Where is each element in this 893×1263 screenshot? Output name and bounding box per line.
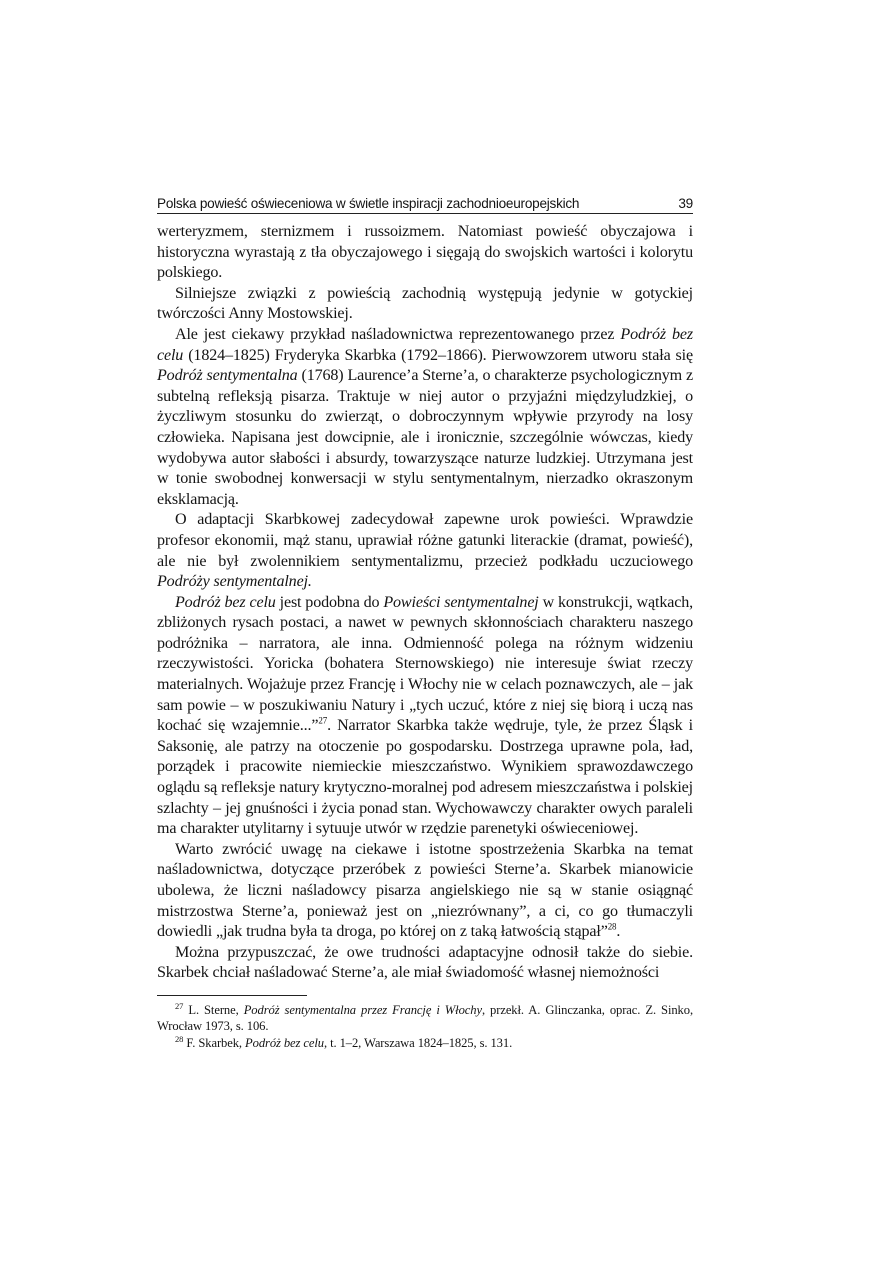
main-text: [157, 222, 693, 984]
footnote-ref-27: 27: [318, 715, 328, 726]
text-run: .: [616, 923, 621, 941]
italic-title: Podróż bez celu: [175, 593, 276, 611]
running-title: Polska powieść oświeceniowa w świetle inspiracji zachodnioeuropejskich: [157, 196, 580, 211]
text-run: O adaptacji Skarbkowej zadecydował zapewne urok powieści. Wprawdzie profesor ekonomii, mąż stanu, uprawiał różne gatunki literackie (dramat, powieść), ale nie był zwolennikiem sentymentalizmu, przecież podkładu uczuciowego: [157, 511, 693, 570]
footnote-divider: [157, 995, 307, 996]
running-head: [157, 196, 693, 214]
italic-title: Podróż sentymentalna: [157, 367, 298, 385]
italic-title: Powieści sentymentalnej: [383, 593, 539, 611]
paragraph-1-text: werteryzmem, sternizmem i russoizmem. Natomiast powieść obyczajowa i historyczna wyrastają z tła obyczajowego i sięgają do swojskich wartości i kolorytu polskiego.: [157, 223, 693, 282]
text-run: w konstrukcji, wątkach, zbliżonych rysach postaci, a nawet w pewnych skłonnościach charakteru naszego podróżnika – narratora, ale inna. Odmienność polega na różnym widzeniu rzeczywistości. Yoricka (bohatera Sternowskiego) nie interesuje świat rzeczy materialnych. Wojażuje przez Francję i Włochy nie w celach poznawczych, ale – jak sam powie – w poszukiwaniu Natury i „tych uczuć, które z niej się biorą i uczą nas kochać się wzajemnie...”: [157, 593, 693, 735]
text-run: jest podobna do: [275, 593, 384, 611]
paragraph-2: [157, 284, 693, 325]
footnote-ref-28: 28: [607, 921, 617, 932]
paragraph-4: [157, 510, 693, 592]
italic-title: Podróż sentymentalna przez Francję i Włochy: [243, 1002, 482, 1017]
footnote-27: [157, 1002, 693, 1035]
paragraph-6: [157, 840, 693, 943]
text-run: , przekł. A. Glinczanka, oprac. Z. Sinko, Wrocław 1973, s. 106.: [157, 1002, 693, 1034]
page-number: 39: [678, 196, 693, 211]
footnote-28: [157, 1035, 693, 1052]
italic-title: Podróży sentymentalnej.: [157, 573, 312, 591]
paragraph-7-text: Można przypuszczać, że owe trudności adaptacyjne odnosił także do siebie. Skarbek chciał naśladować Sterne’a, ale miał świadomość własnej niemożności: [157, 943, 693, 982]
paragraph-7: [157, 943, 693, 984]
footnote-number: 27: [175, 1000, 184, 1011]
text-run: Ale jest ciekawy przykład naśladownictwa reprezentowanego przez: [175, 325, 621, 343]
footnotes: [157, 1002, 693, 1052]
text-run: (1824–1825) Fryderyka Skarbka (1792–1866). Pierwowzorem utworu stała się: [183, 346, 693, 364]
footnote-number: 28: [175, 1033, 184, 1044]
italic-title: Podróż bez celu: [157, 325, 693, 364]
paragraph-3: [157, 325, 693, 510]
text-run: Warto zwrócić uwagę na ciekawe i istotne spostrzeżenia Skarbka na temat naśladownictwa, dotyczące przeróbek z powieści Sterne’a. Skarbek mianowicie ubolewa, że liczni naśladowcy pisarza angielskiego nie są w stanie osiągnąć mistrzostwa Sterne’a, ponieważ jest on „niezrównany”, a ci, co go tłumaczyli dowiedli „jak trudna była ta droga, po której on z taką łatwością stąpał”: [157, 840, 693, 941]
book-page: [157, 196, 693, 1051]
text-run: F. Skarbek,: [183, 1035, 246, 1050]
paragraph-1: [157, 222, 693, 284]
paragraph-5: [157, 593, 693, 840]
paragraph-2-text: Silniejsze związki z powieścią zachodnią występują jedynie w gotyckiej twórczości Anny Mostowskiej.: [157, 284, 693, 323]
text-run: . Narrator Skarbka także wędruje, tyle, że przez Śląsk i Saksonię, ale patrzy na otoczenie po gospodarsku. Dostrzega uprawne pola, ład, porządek i pracowite niemieckie mieszczaństwo. Wynikiem sprawozdawczego oglądu są refleksje natury krytyczno-moralnej pod adresem mieszczaństwa i polskiej szlachty – jej gnuśności i życia ponad stan. Wychowawczy charakter owych paraleli ma charakter utylitarny i sytuuje utwór w rzędzie parenetyki oświeceniowej.: [157, 717, 693, 838]
text-run: , t. 1–2, Warszawa 1824–1825, s. 131.: [323, 1035, 513, 1050]
text-run: (1768) Laurence’a Sterne’a, o charakterze psychologicznym z subtelną refleksją pisarza. Traktuje w niej autor o przyjaźni międzyludzkiej, o życzliwym stosunku do zwierząt, o dobroczynnym wpływie przyrody na losy człowieka. Napisana jest dowcipnie, ale i ironicznie, szczególnie wówczas, kiedy wydobywa autor słabości i absurdy, towarzyszące naturze ludzkiej. Utrzymana jest w tonie swobodnej konwersacji w stylu sentymentalnym, nierzadko okraszonym eksklamacją.: [157, 367, 693, 508]
italic-title: Podróż bez celu: [245, 1035, 324, 1050]
text-run: L. Sterne,: [183, 1002, 244, 1017]
